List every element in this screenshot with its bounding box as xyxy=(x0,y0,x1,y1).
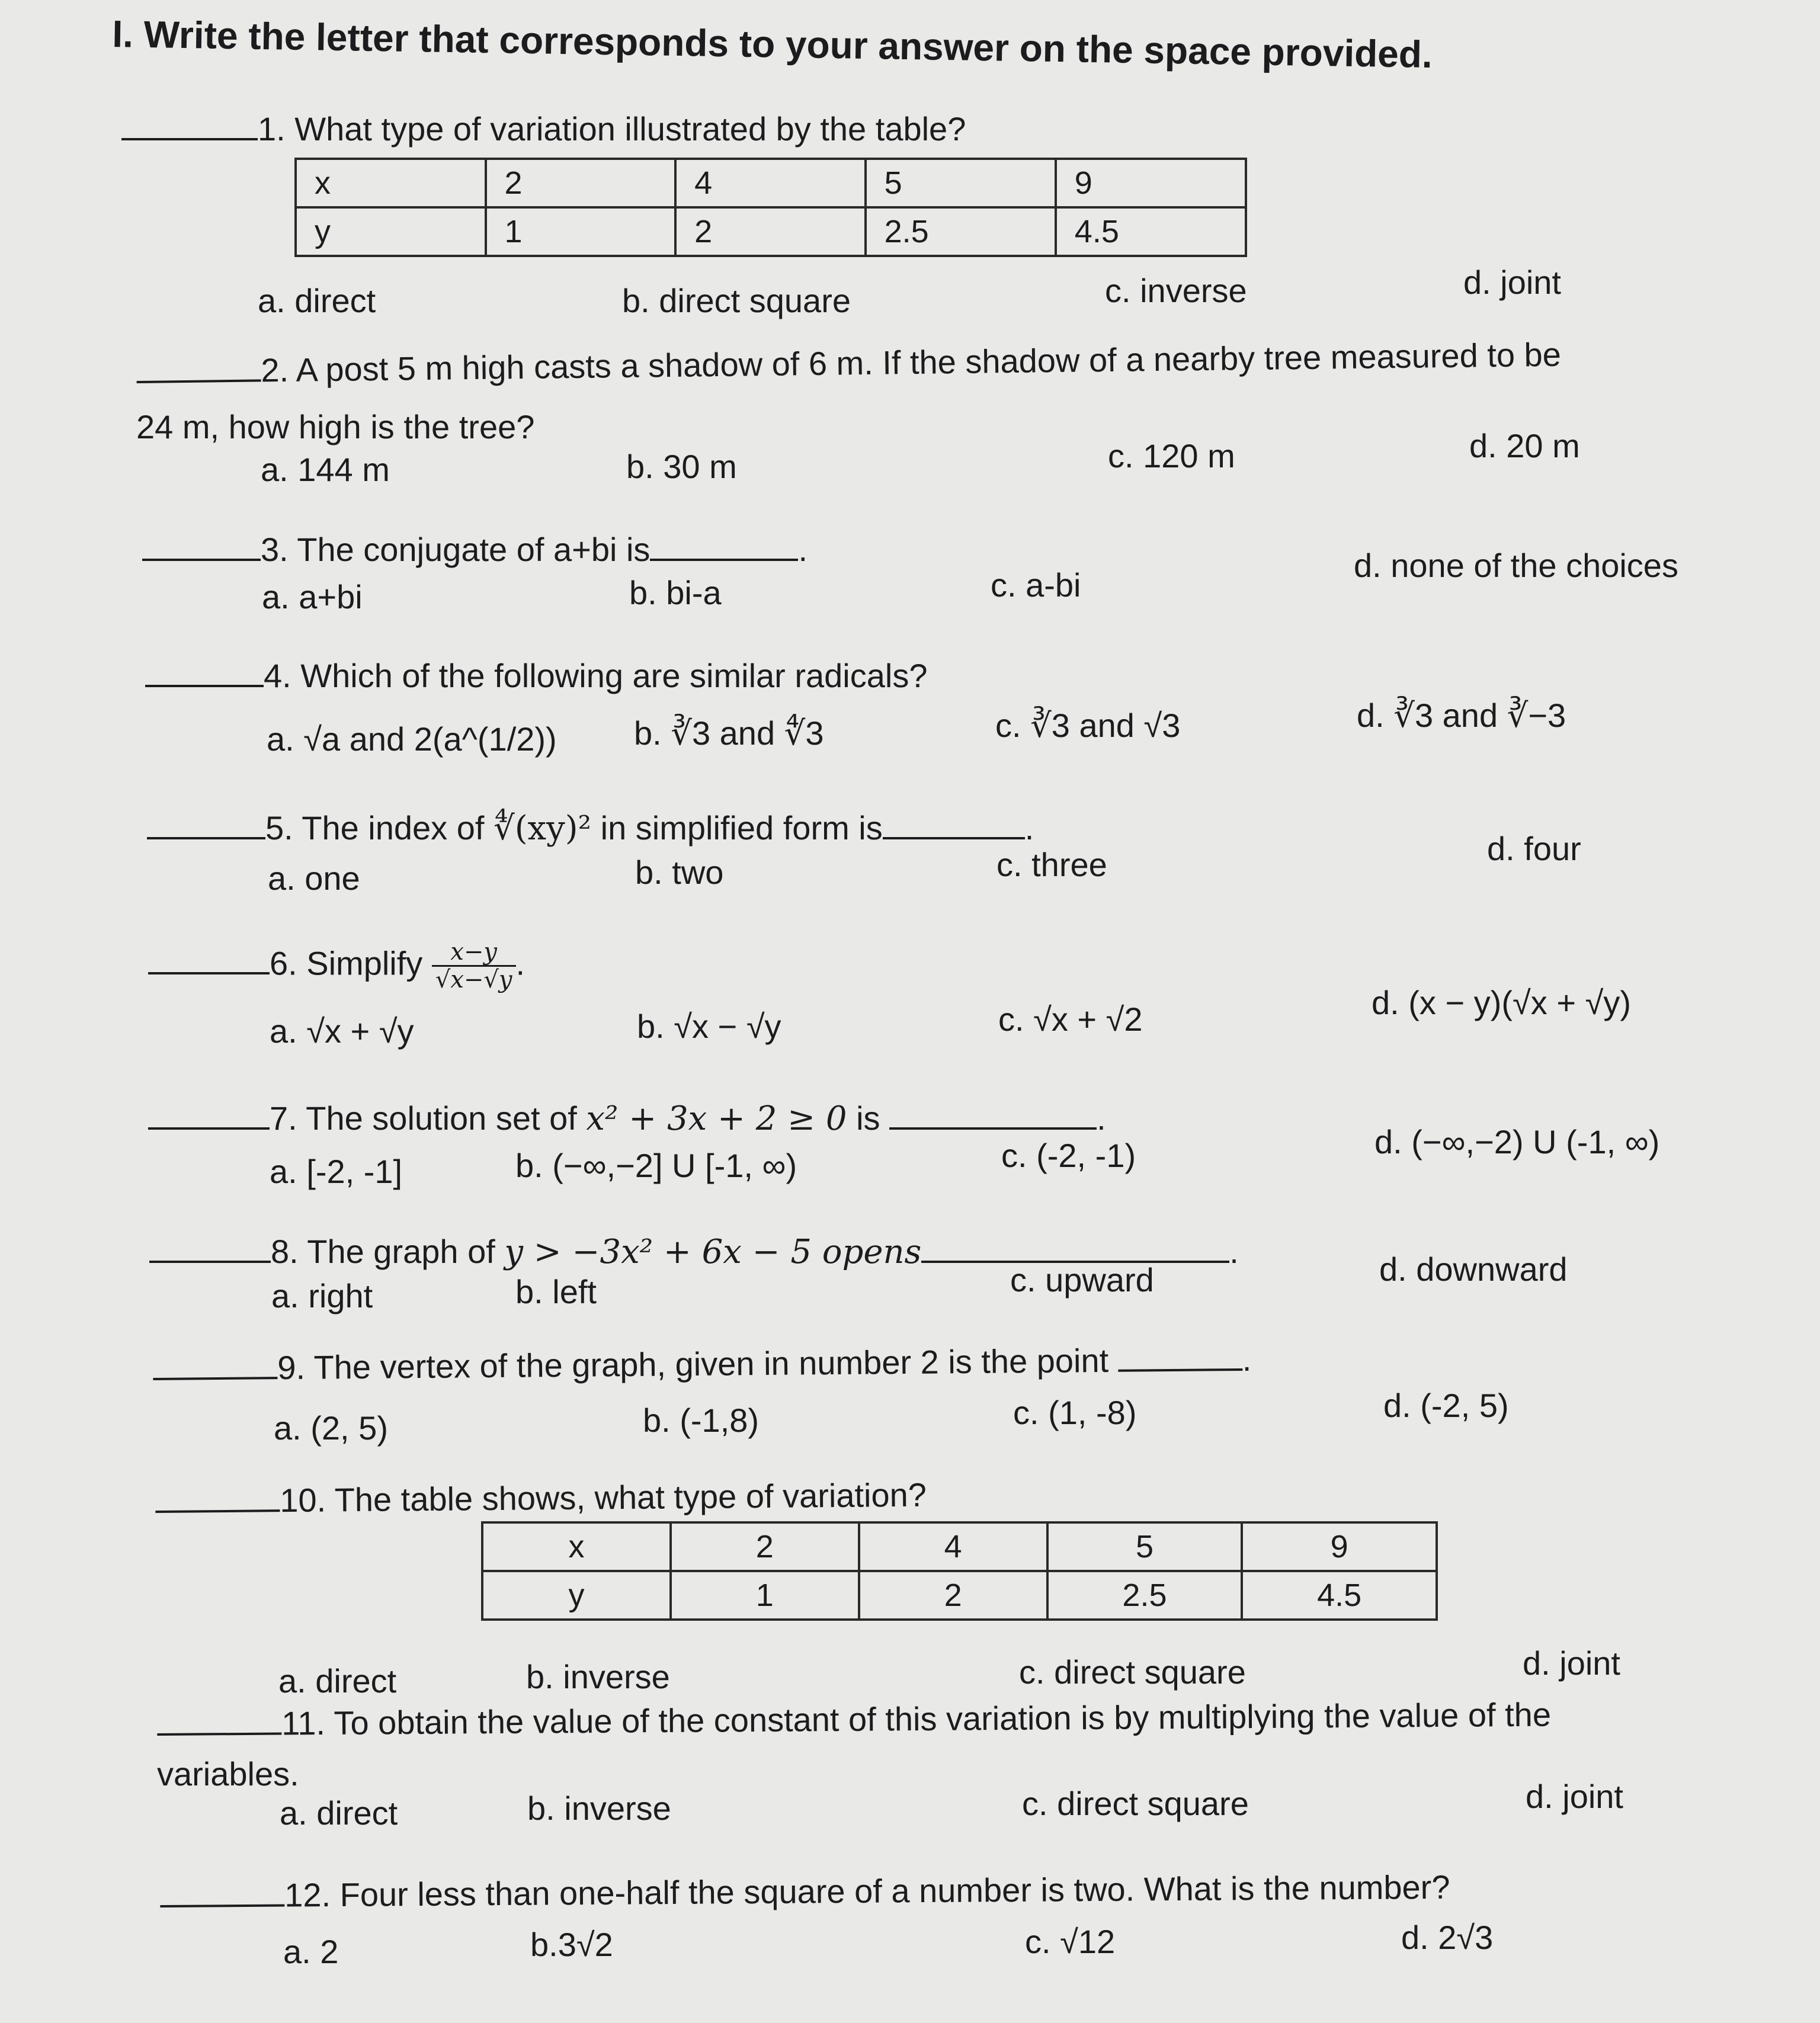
variation-table-1 xyxy=(294,158,1247,257)
answer-blank-4[interactable] xyxy=(145,682,264,687)
q10-option-c[interactable]: c. direct square xyxy=(1019,1653,1246,1691)
q8-option-d[interactable]: d. downward xyxy=(1379,1251,1568,1288)
q5-option-c[interactable]: c. three xyxy=(996,846,1107,883)
q1-option-b[interactable]: b. direct square xyxy=(622,282,851,319)
question-9: 9. The vertex of the graph, given in number 2 is the point . xyxy=(153,1340,1252,1388)
q9-option-a[interactable]: a. (2, 5) xyxy=(274,1409,388,1447)
q7-option-b[interactable]: b. (−∞,−2] U [-1, ∞) xyxy=(515,1147,797,1184)
question-8: 8. The graph of y > −3x² + 6x − 5 opens . xyxy=(149,1232,1239,1271)
q12-option-a[interactable]: a. 2 xyxy=(283,1933,339,1970)
answer-blank-1[interactable] xyxy=(121,136,258,140)
q7-option-a[interactable]: a. [-2, -1] xyxy=(270,1153,403,1190)
q5-option-b[interactable]: b. two xyxy=(635,854,724,891)
q1-option-a[interactable]: a. direct xyxy=(258,282,376,319)
q3-option-b[interactable]: b. bi-a xyxy=(629,574,722,611)
inequality-expression: x² + 3x + 2 ≥ 0 xyxy=(586,1099,847,1138)
answer-blank-6[interactable] xyxy=(148,970,270,974)
question-4: 4. Which of the following are similar radicals? xyxy=(145,656,927,695)
q9-option-d[interactable]: d. (-2, 5) xyxy=(1383,1387,1509,1424)
table-row: x 2 4 5 9 xyxy=(482,1522,1437,1571)
q5-option-a[interactable]: a. one xyxy=(268,860,360,897)
answer-blank-9[interactable] xyxy=(153,1374,277,1380)
radical-expression: ∜(xy)² xyxy=(494,809,592,848)
section-title: I. Write the letter that corresponds to your answer on the space provided. xyxy=(111,12,1433,76)
q11-option-b[interactable]: b. inverse xyxy=(527,1790,671,1827)
question-12: 12. Four less than one-half the square of a number is two. What is the number? xyxy=(160,1868,1450,1915)
table-row: x 2 4 5 9 xyxy=(296,159,1246,207)
q2-option-d[interactable]: d. 20 m xyxy=(1469,427,1580,464)
q3-option-d[interactable]: d. none of the choices xyxy=(1354,547,1678,584)
q8-option-b[interactable]: b. left xyxy=(515,1273,597,1310)
answer-blank-8[interactable] xyxy=(149,1258,271,1263)
q8-option-c[interactable]: c. upward xyxy=(1010,1261,1154,1299)
q6-option-a[interactable]: a. √x + √y xyxy=(270,1012,414,1050)
q5-option-d[interactable]: d. four xyxy=(1487,830,1581,867)
q1-option-c[interactable]: c. inverse xyxy=(1105,272,1247,309)
q6-option-d[interactable]: d. (x − y)(√x + √y) xyxy=(1372,984,1631,1021)
answer-blank-12[interactable] xyxy=(160,1902,284,1907)
q3-option-a[interactable]: a. a+bi xyxy=(262,578,363,615)
inequality-expression: y > −3x² + 6x − 5 opens xyxy=(504,1233,922,1271)
q12-option-d[interactable]: d. 2√3 xyxy=(1401,1919,1494,1956)
q6-option-b[interactable]: b. √x − √y xyxy=(637,1008,781,1045)
q9-option-b[interactable]: b. (-1,8) xyxy=(643,1402,760,1439)
fill-in-line-9[interactable] xyxy=(1118,1366,1242,1372)
fraction-expression: $\frac{x-y}{√x-√y}$ xyxy=(432,939,516,993)
q10-option-a[interactable]: a. direct xyxy=(278,1662,397,1700)
answer-blank-11[interactable] xyxy=(157,1730,281,1736)
answer-blank-7[interactable] xyxy=(148,1125,270,1130)
question-11-cont: variables. xyxy=(157,1755,299,1793)
answer-blank-2[interactable] xyxy=(137,377,261,383)
q1-option-d[interactable]: d. joint xyxy=(1463,264,1561,301)
q11-option-c[interactable]: c. direct square xyxy=(1022,1785,1249,1822)
q6-option-c[interactable]: c. √x + √2 xyxy=(998,1001,1143,1038)
q4-option-c[interactable]: c. ∛3 and √3 xyxy=(995,707,1181,744)
q7-option-c[interactable]: c. (-2, -1) xyxy=(1001,1137,1136,1174)
q11-option-d[interactable]: d. joint xyxy=(1526,1778,1623,1815)
q2-option-a[interactable]: a. 144 m xyxy=(261,451,390,488)
variation-table-2 xyxy=(481,1521,1438,1621)
q12-option-b[interactable]: b.3√2 xyxy=(530,1926,613,1963)
q12-option-c[interactable]: c. √12 xyxy=(1025,1923,1116,1960)
q2-option-b[interactable]: b. 30 m xyxy=(626,448,737,485)
q2-option-c[interactable]: c. 120 m xyxy=(1108,437,1235,475)
q9-option-c[interactable]: c. (1, -8) xyxy=(1013,1394,1137,1431)
question-7: 7. The solution set of x² + 3x + 2 ≥ 0 is . xyxy=(148,1099,1106,1138)
table-row: y 1 2 2.5 4.5 xyxy=(296,207,1246,256)
q3-option-c[interactable]: c. a-bi xyxy=(991,566,1081,604)
question-2-cont: 24 m, how high is the tree? xyxy=(136,408,535,445)
q8-option-a[interactable]: a. right xyxy=(271,1277,373,1315)
answer-blank-5[interactable] xyxy=(147,835,265,839)
q11-option-a[interactable]: a. direct xyxy=(280,1794,398,1832)
question-2: 2. A post 5 m high casts a shadow of 6 m. If the shadow of a nearby tree measured to be xyxy=(136,335,1561,391)
question-3: 3. The conjugate of a+bi is . xyxy=(142,530,808,569)
answer-blank-10[interactable] xyxy=(155,1507,280,1513)
answer-blank-3[interactable] xyxy=(142,556,261,561)
question-6: 6. Simplify $\frac{x-y}{√x-√y}$ . xyxy=(148,939,525,993)
fill-in-line-3[interactable] xyxy=(650,556,798,561)
q4-option-d[interactable]: d. ∛3 and ∛−3 xyxy=(1357,697,1566,734)
question-11: 11. To obtain the value of the constant of this variation is by multiplying the value of the xyxy=(157,1695,1551,1743)
question-10: 10. The table shows, what type of variation? xyxy=(155,1476,927,1521)
q10-option-b[interactable]: b. inverse xyxy=(526,1658,670,1695)
table-row: y 1 2 2.5 4.5 xyxy=(482,1571,1437,1620)
fill-in-line-7[interactable] xyxy=(889,1125,1097,1130)
question-1: 1. What type of variation illustrated by the table? xyxy=(121,110,966,148)
question-5: 5. The index of ∜(xy)² in simplified form is . xyxy=(147,809,1034,848)
fill-in-line-5[interactable] xyxy=(883,835,1025,839)
q4-option-b[interactable]: b. ∛3 and ∜3 xyxy=(634,714,824,752)
q10-option-d[interactable]: d. joint xyxy=(1523,1644,1620,1682)
q7-option-d[interactable]: d. (−∞,−2) U (-1, ∞) xyxy=(1374,1123,1660,1160)
q4-option-a[interactable]: a. √a and 2(a^(1/2)) xyxy=(267,720,557,758)
